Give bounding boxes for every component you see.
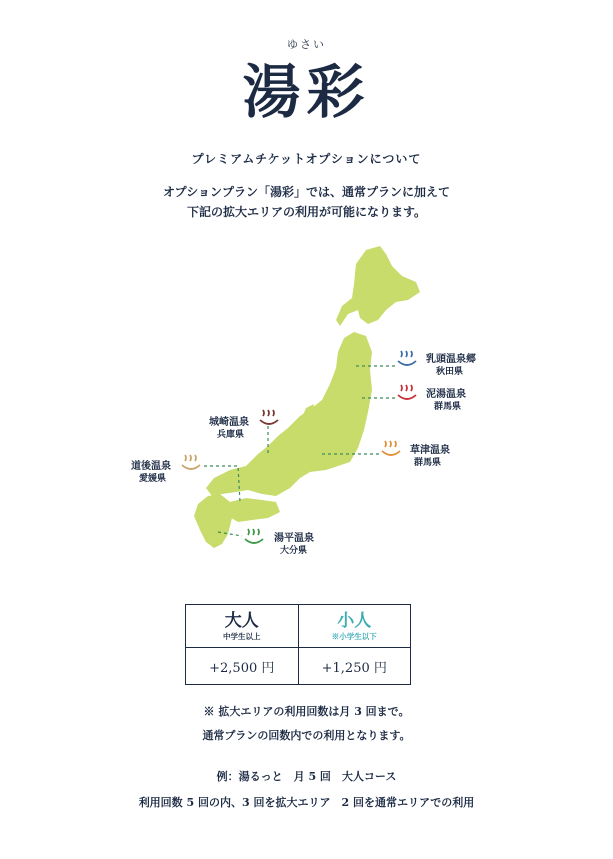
child-sub: ※小学生以下 <box>331 631 377 641</box>
onsen-name: 乳頭温泉郷 <box>426 354 476 365</box>
intro-text <box>0 182 613 222</box>
example-line-2: 利用回数 5 回の内、3 回を拡大エリア 2 回を通常エリアでの利用 <box>138 796 475 809</box>
onsen-pref: 群馬県 <box>434 402 462 412</box>
hokkaido-shape <box>336 246 420 326</box>
dogo-onsen-icon <box>180 453 202 475</box>
onsen-label-kusatsu <box>410 444 450 470</box>
onsen-name: 草津温泉 <box>410 445 450 456</box>
onsen-pref: 兵庫県 <box>217 430 245 440</box>
logo-title: 湯彩 <box>242 58 371 126</box>
usage-note <box>0 700 613 748</box>
adult-price: +2,500 円 <box>186 648 299 685</box>
yunohira-onsen-icon <box>243 527 265 549</box>
onsen-name: 道後温泉 <box>131 461 171 472</box>
onsen-label-yunohira <box>274 532 314 558</box>
note-line-1: ※ 拡大エリアの利用回数は月 3 回まで。 <box>203 705 410 718</box>
intro-line-1: オプションプラン「湯彩」では、通常プランに加えて <box>163 185 450 199</box>
adult-label: 大人 <box>224 610 259 631</box>
intro-line-2: 下記の拡大エリアの利用が可能になります。 <box>186 205 427 219</box>
note-line-2: 通常プランの回数内での利用となります。 <box>202 729 411 742</box>
example-note <box>0 764 613 816</box>
onsen-label-doroyu <box>426 388 466 414</box>
child-price: +1,250 円 <box>298 648 411 685</box>
onsen-name: 湯平温泉 <box>274 533 314 544</box>
onsen-name: 城崎温泉 <box>209 417 249 428</box>
kinosaki-onsen-icon <box>258 408 280 430</box>
onsen-pref: 愛媛県 <box>139 474 167 484</box>
onsen-label-dogo <box>131 460 171 486</box>
adult-header <box>186 605 299 648</box>
onsen-pref: 秋田県 <box>436 367 464 377</box>
onsen-label-nyuto <box>426 353 476 379</box>
page-subtitle: プレミアムチケットオプションについて <box>191 152 422 166</box>
onsen-pref: 群馬県 <box>414 458 442 468</box>
example-line-1: 例：湯るっと 月 5 回 大人コース <box>216 770 397 783</box>
onsen-label-kinosaki <box>209 416 249 442</box>
adult-sub: 中学生以上 <box>223 631 261 641</box>
logo-ruby: ゆさい <box>287 38 326 51</box>
honshu-shape <box>206 332 372 496</box>
child-header <box>298 605 411 648</box>
kusatsu-onsen-icon <box>380 439 402 461</box>
japan-map <box>0 240 613 570</box>
price-table <box>185 604 411 685</box>
kyushu-shape <box>194 494 232 548</box>
nyuto-onsen-icon <box>396 349 418 371</box>
onsen-pref: 大分県 <box>280 546 308 556</box>
doroyu-onsen-icon <box>396 383 418 405</box>
onsen-name: 泥湯温泉 <box>426 389 466 400</box>
shikoku-shape <box>228 498 280 522</box>
child-label: 小人 <box>337 610 372 631</box>
